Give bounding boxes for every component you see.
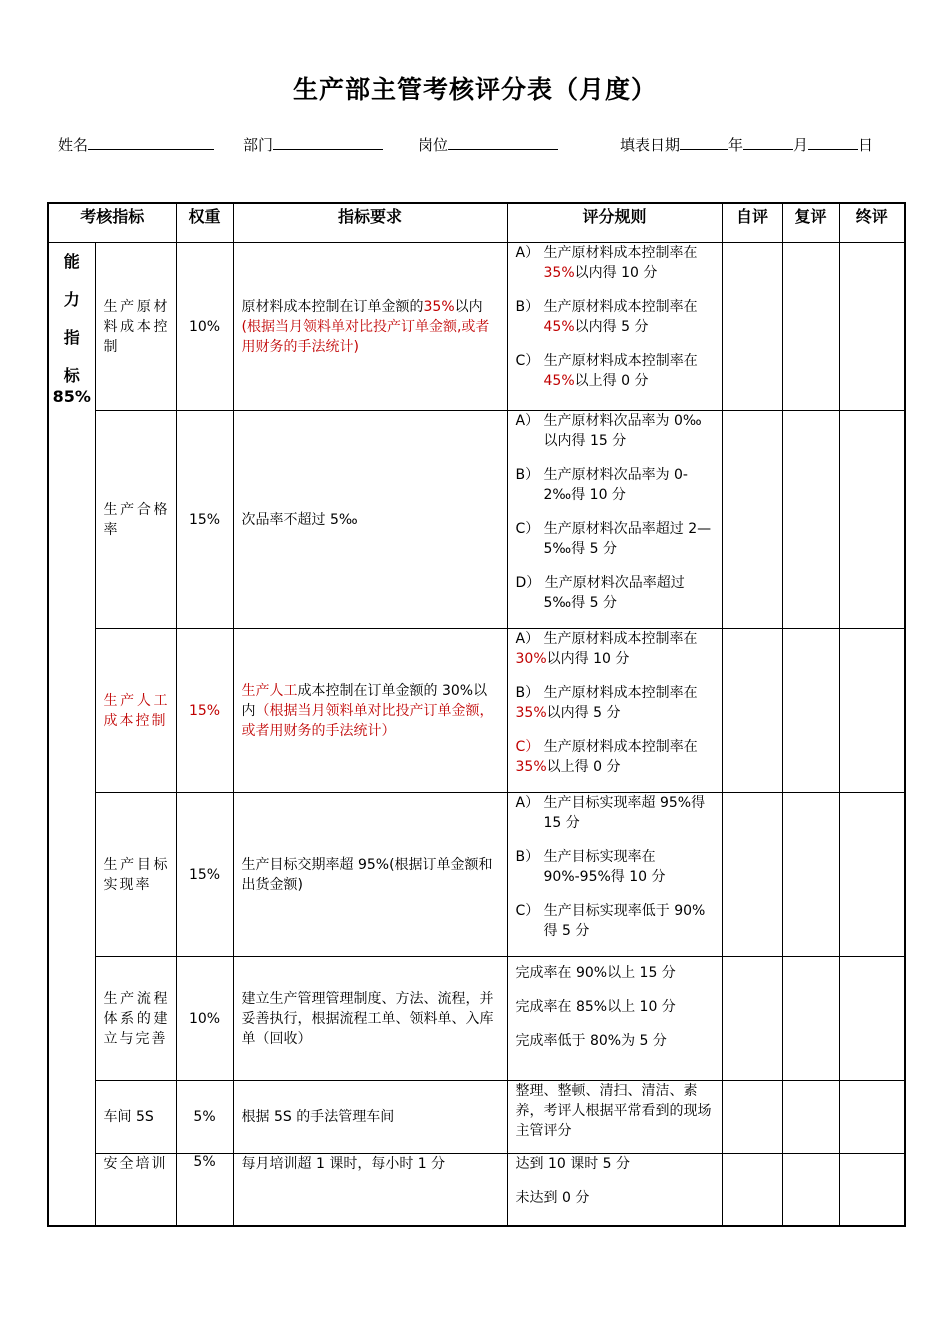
category-char: 标 — [63, 366, 80, 385]
final-score-cell[interactable] — [839, 1154, 905, 1226]
indicator-name: 车间 5S — [95, 1081, 176, 1154]
requirement-text: 以内 — [454, 298, 483, 315]
rule-line: C） 生产目标实现率低于 90%得 5 分 — [515, 903, 706, 939]
indicator-name: 生产合格率 — [95, 411, 176, 629]
header-self: 自评 — [722, 203, 782, 243]
indicator-weight: 10% — [176, 243, 233, 411]
indicator-weight: 15% — [176, 411, 233, 629]
indicator-requirement: 根据 5S 的手法管理车间 — [233, 1081, 507, 1154]
table-row — [48, 793, 905, 957]
table-row — [48, 629, 905, 793]
review-score-cell[interactable] — [782, 243, 839, 411]
indicator-weight: 5% — [176, 1081, 233, 1154]
scoring-rules — [507, 793, 722, 957]
date-label: 填表日期 — [620, 136, 681, 154]
rule-line: B） 生产原材料次品率为 0-2‰得 10 分 — [515, 467, 688, 503]
header-final: 终评 — [839, 203, 905, 243]
self-score-cell[interactable] — [722, 957, 782, 1081]
scoring-rules — [507, 243, 722, 411]
indicator-requirement: 每月培训超 1 课时，每小时 1 分 — [233, 1154, 507, 1226]
rule-line: C） 生产原材料成本控制率在45%以上得 0 分 — [515, 353, 698, 389]
category-percent: 85% — [52, 387, 91, 406]
table-row — [48, 1081, 905, 1154]
review-score-cell[interactable] — [782, 957, 839, 1081]
indicator-weight: 15% — [176, 629, 233, 793]
rule-line: B） 生产原材料成本控制率在45%以内得 5 分 — [515, 299, 698, 335]
final-score-cell[interactable] — [839, 1081, 905, 1154]
table-row — [48, 243, 905, 411]
day-blank[interactable] — [808, 135, 858, 150]
self-score-cell[interactable] — [722, 793, 782, 957]
final-score-cell[interactable] — [839, 957, 905, 1081]
rule-line: A） 生产原材料次品率为 0‰以内得 15 分 — [515, 413, 702, 449]
dept-blank[interactable] — [273, 135, 383, 150]
header-indicator: 考核指标 — [48, 203, 176, 243]
final-score-cell[interactable] — [839, 411, 905, 629]
name-blank[interactable] — [88, 135, 214, 150]
final-score-cell[interactable] — [839, 243, 905, 411]
review-score-cell[interactable] — [782, 1154, 839, 1226]
indicator-weight: 10% — [176, 957, 233, 1081]
review-score-cell[interactable] — [782, 629, 839, 793]
table-row — [48, 411, 905, 629]
header-review: 复评 — [782, 203, 839, 243]
rule-line: 完成率在 90%以上 15 分 — [515, 965, 676, 981]
rule-line: C） 生产原材料成本控制率在 35%以上得 0 分 — [515, 739, 698, 775]
indicator-requirement: 生产目标交期率超 95%(根据订单金额和出货金额) — [233, 793, 507, 957]
self-score-cell[interactable] — [722, 411, 782, 629]
requirement-note: (根据当月领料单对比投产订单金额,或者用财务的手法统计) — [241, 318, 490, 355]
indicator-name: 安全培训 — [95, 1154, 176, 1226]
indicator-requirement — [233, 243, 507, 411]
requirement-text: 成本控制在订单金额的 30%以内 — [241, 682, 488, 719]
category-char: 能 — [63, 252, 80, 271]
requirement-highlight: 35% — [423, 298, 455, 315]
requirement-note: （根据当月领料单对比投产订单金额，或者用财务的手法统计） — [241, 702, 494, 739]
rule-line: A） 生产目标实现率超 95%得 15 分 — [515, 795, 706, 831]
requirement-text: 原材料成本控制在订单金额的 — [241, 298, 424, 315]
year-blank[interactable] — [680, 135, 728, 150]
final-score-cell[interactable] — [839, 629, 905, 793]
rule-line: 完成率低于 80%为 5 分 — [515, 1033, 667, 1049]
name-label: 姓名 — [58, 136, 89, 154]
indicator-name: 生产流程体系的建立与完善 — [95, 957, 176, 1081]
category-char: 力 — [63, 290, 80, 309]
indicator-name: 生产原材料成本控制 — [95, 243, 176, 411]
final-score-cell[interactable] — [839, 793, 905, 957]
page-title: 生产部主管考核评分表（月度） — [292, 75, 657, 104]
rule-line: B） 生产目标实现率在 90%-95%得 10 分 — [515, 849, 666, 885]
indicator-requirement — [233, 629, 507, 793]
header-requirement: 指标要求 — [233, 203, 507, 243]
rule-line: D） 生产原材料次品率超过 5‰得 5 分 — [515, 575, 685, 611]
indicator-weight: 15% — [176, 793, 233, 957]
category-char: 指 — [63, 328, 80, 347]
year-label: 年 — [728, 136, 744, 154]
evaluation-table — [47, 202, 906, 1227]
indicator-requirement: 建立生产管理管理制度、方法、流程，并妥善执行，根据流程工单、领料单、入库单（回收） — [233, 957, 507, 1081]
post-blank[interactable] — [448, 135, 558, 150]
day-label: 日 — [858, 136, 874, 154]
dept-field[interactable] — [243, 134, 383, 155]
self-score-cell[interactable] — [722, 243, 782, 411]
indicator-name: 生产目标实现率 — [95, 793, 176, 957]
indicator-requirement: 次品率不超过 5‰ — [233, 411, 507, 629]
rule-line: 未达到 0 分 — [515, 1190, 590, 1206]
dept-label: 部门 — [243, 136, 274, 154]
rule-line: 达到 10 课时 5 分 — [515, 1156, 631, 1172]
review-score-cell[interactable] — [782, 411, 839, 629]
rule-line: 完成率在 85%以上 10 分 — [515, 999, 676, 1015]
requirement-highlight: 生产人工 — [241, 682, 298, 699]
rule-line: A） 生产原材料成本控制率在 30%以内得 10 分 — [515, 631, 698, 667]
month-blank[interactable] — [743, 135, 793, 150]
header-weight: 权重 — [176, 203, 233, 243]
scoring-rules — [507, 1154, 722, 1226]
rule-line: B） 生产原材料成本控制率在 35%以内得 5 分 — [515, 685, 698, 721]
review-score-cell[interactable] — [782, 1081, 839, 1154]
rule-line: C） 生产原材料次品率超过 2—5‰得 5 分 — [515, 521, 712, 557]
table-header-row — [48, 203, 905, 243]
rule-line: 整理、整顿、清扫、清洁、素养，考评人根据平常看到的现场主管评分 — [515, 1083, 712, 1139]
category-cell — [48, 243, 95, 1226]
month-label: 月 — [793, 136, 809, 154]
indicator-weight: 5% — [176, 1154, 233, 1226]
table-row — [48, 957, 905, 1081]
table-row — [48, 1154, 905, 1226]
scoring-rules — [507, 629, 722, 793]
date-field[interactable] — [620, 134, 873, 155]
self-score-cell[interactable] — [722, 629, 782, 793]
header-rules: 评分规则 — [507, 203, 722, 243]
scoring-rules — [507, 1081, 722, 1154]
review-score-cell[interactable] — [782, 793, 839, 957]
scoring-rules — [507, 957, 722, 1081]
post-field[interactable] — [418, 134, 558, 155]
rule-line: A） 生产原材料成本控制率在35%以内得 10 分 — [515, 245, 698, 281]
name-field[interactable] — [58, 134, 214, 155]
indicator-name: 生产人工成本控制 — [95, 629, 176, 793]
post-label: 岗位 — [418, 136, 449, 154]
self-score-cell[interactable] — [722, 1081, 782, 1154]
self-score-cell[interactable] — [722, 1154, 782, 1226]
scoring-rules — [507, 411, 722, 629]
